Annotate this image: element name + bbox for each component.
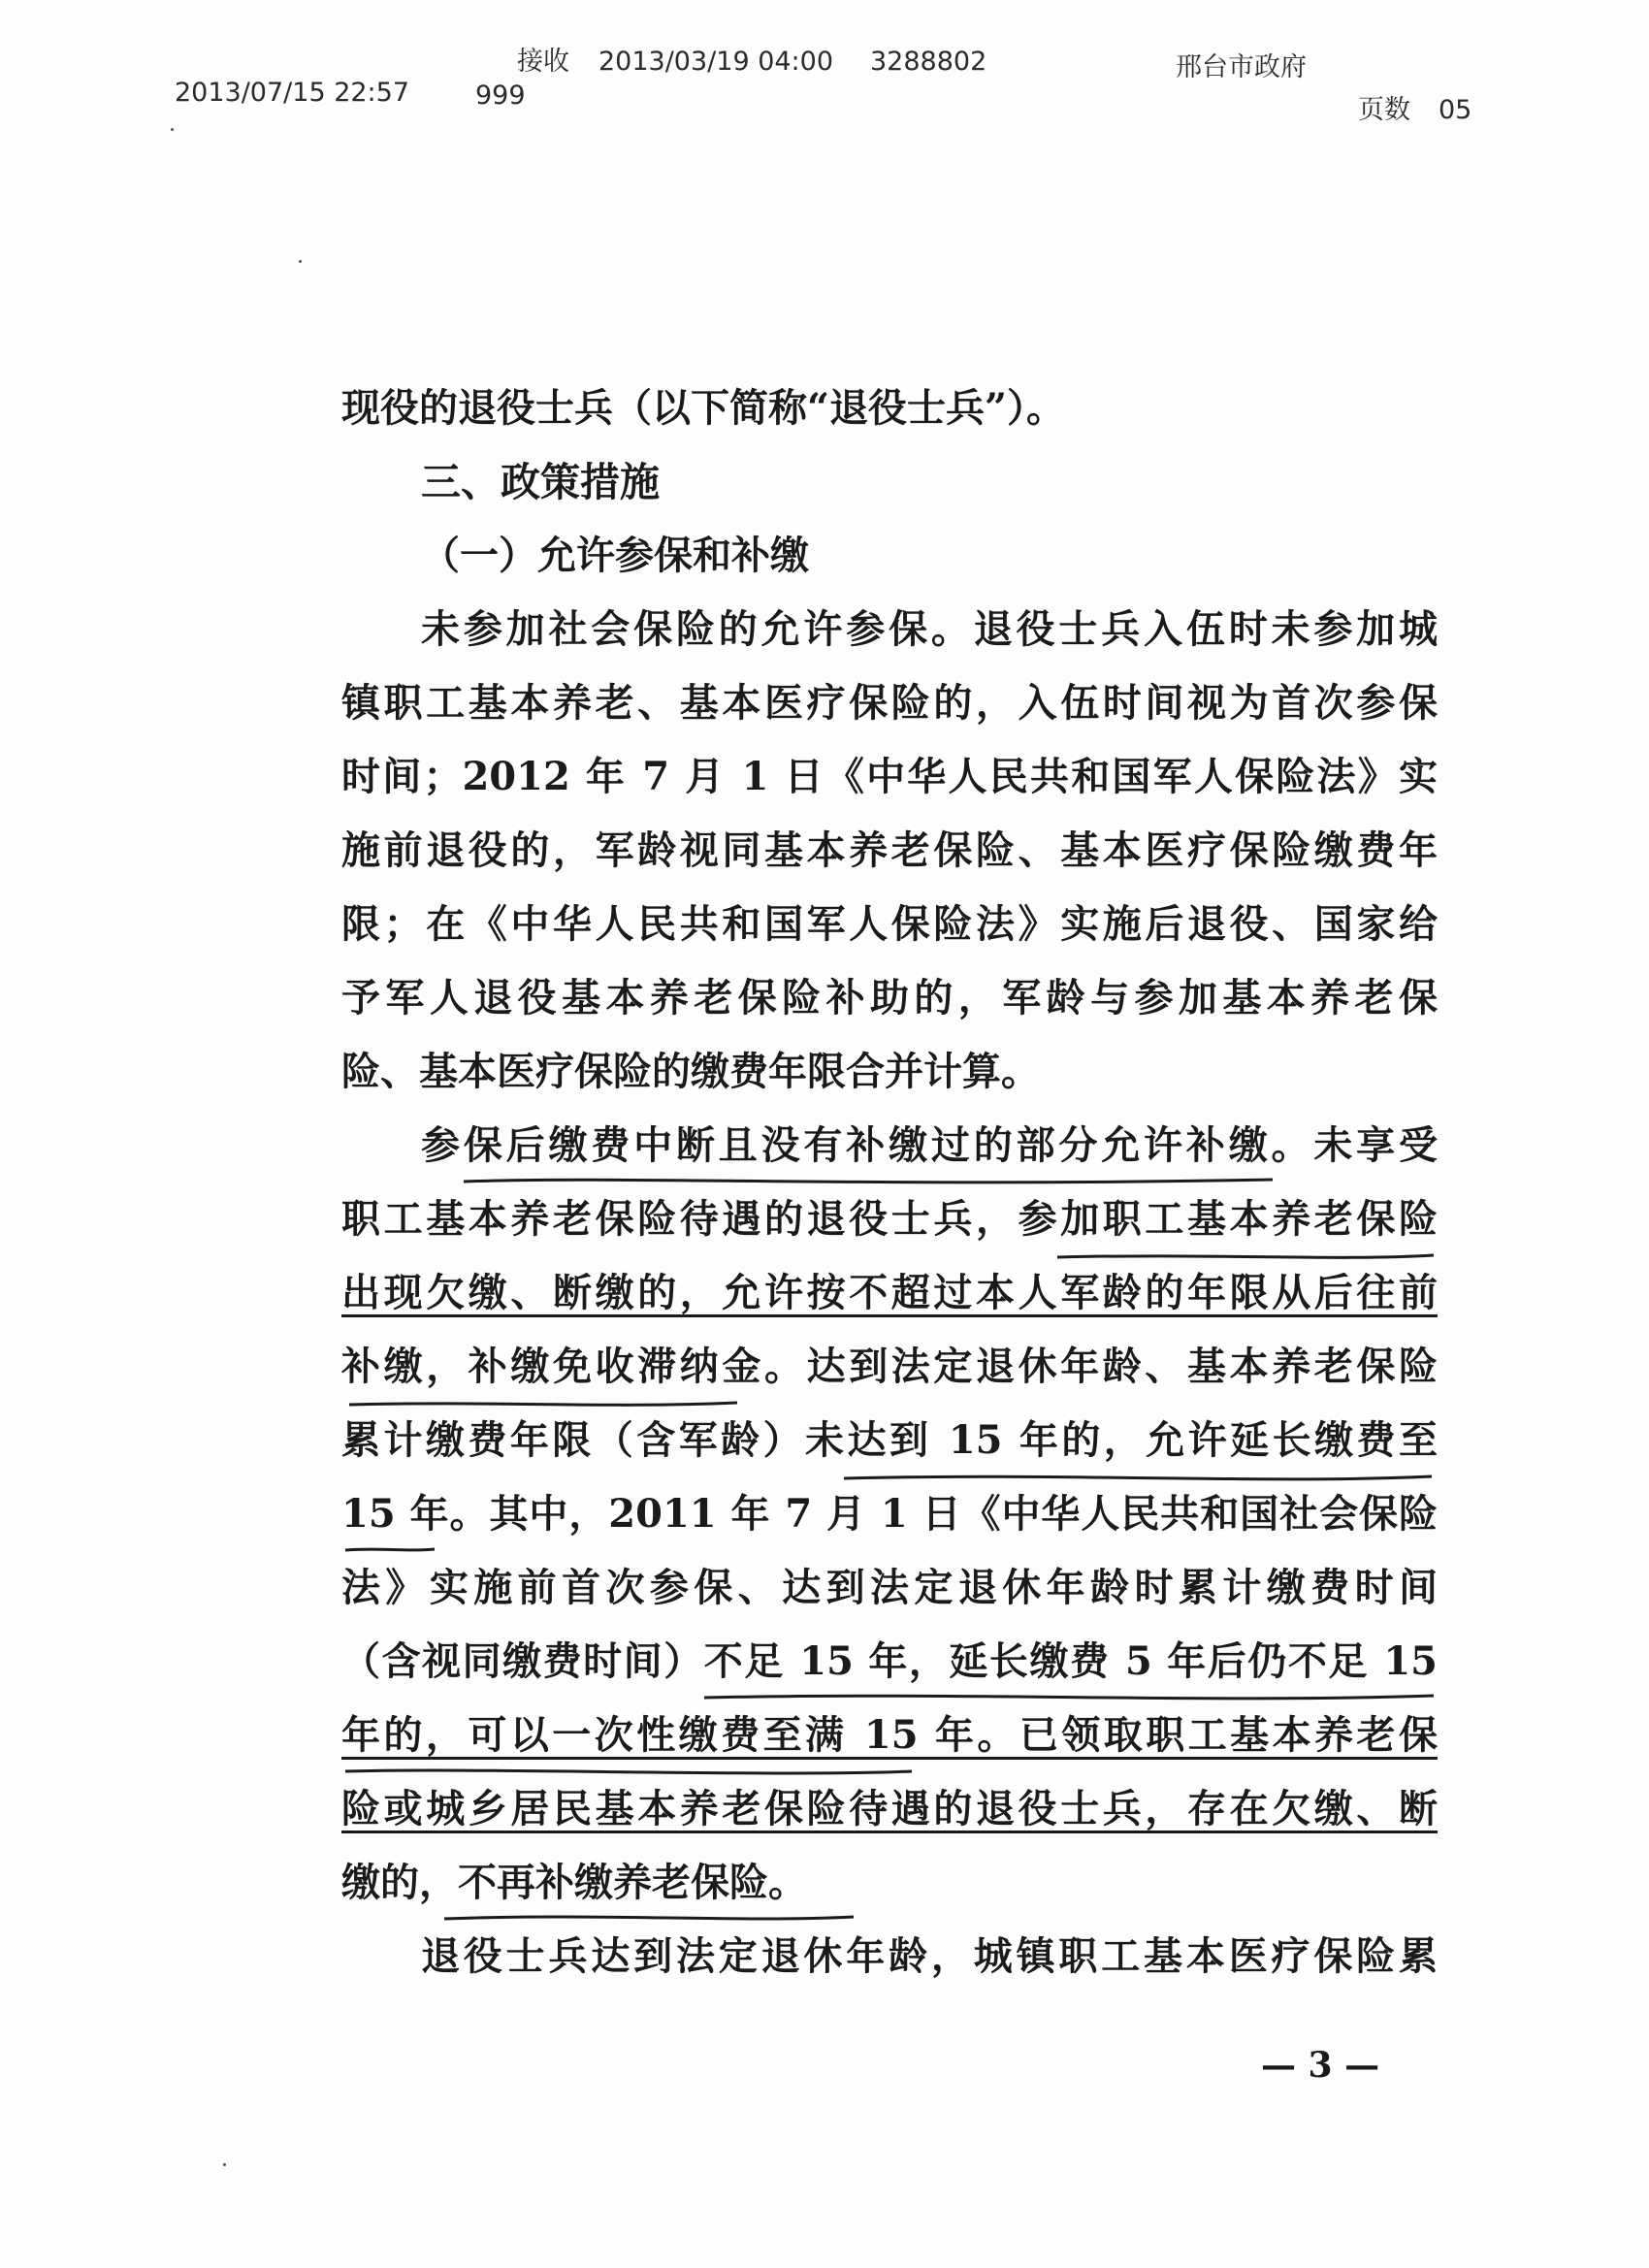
body-line: 施前退役的，军龄视同基本养老保险、基本医疗保险缴费年 [341,827,1438,873]
fax-page-count-value: 05 [1439,95,1472,125]
fax-receive-label: 接收 [517,47,569,77]
fax-receive-code: 3288802 [870,47,987,77]
body-line: 限；在《中华人民共和国军人保险法》实施后退役、国家给 [341,901,1438,947]
subsection-heading: （一）允许参保和补缴 [421,533,809,578]
document-body [341,372,1438,1993]
body-line: 现役的退役士兵（以下简称“退役士兵”）。 [341,385,1066,431]
body-line: （含视同缴费时间）不足 15 年，延长缴费 5 年后仍不足 15 [341,1638,1438,1684]
body-line-underlined: 参保后缴费中断且没有补缴过的部分允许补缴。未享受 [421,1122,1438,1168]
scan-speck [171,128,174,131]
fax-send-datetime: 2013/07/15 22:57 [175,78,410,108]
body-line: 予军人退役基本养老保险补助的，军龄与参加基本养老保 [341,975,1438,1021]
body-line: 职工基本养老保险待遇的退役士兵，参加职工基本养老保险 [341,1196,1438,1242]
body-line: 未参加社会保险的允许参保。退役士兵入伍时未参加城 [421,606,1438,652]
fax-page-count-label: 页数 [1358,95,1410,125]
fax-send-code: 999 [475,81,526,111]
body-line: 缴的，不再补缴养老保险。 [341,1860,807,1905]
body-line: 退役士兵达到法定退休年龄，城镇职工基本医疗保险累 [421,1933,1438,1979]
page-number: — 3 — [1261,2045,1380,2086]
body-line: 时间；2012 年 7 月 1 日《中华人民共和国军人保险法》实 [341,754,1438,799]
body-line: 累计缴费年限（含军龄）未达到 15 年的，允许延长缴费至 [341,1417,1438,1463]
body-line: 镇职工基本养老、基本医疗保险的，入伍时间视为首次参保 [341,680,1438,726]
body-line-underlined: 险或城乡居民基本养老保险待遇的退役士兵，存在欠缴、断 [341,1786,1438,1831]
scan-speck [299,260,302,263]
scan-speck [223,2163,226,2166]
fax-receive-datetime: 2013/03/19 04:00 [598,47,834,77]
body-line: 补缴，补缴免收滞纳金。达到法定退休年龄、基本养老保险 [341,1344,1438,1389]
body-line: 15 年。其中，2011 年 7 月 1 日《中华人民共和国社会保险 [341,1491,1438,1537]
body-line-underlined: 年的，可以一次性缴费至满 15 年。已领取职工基本养老保 [341,1712,1438,1758]
body-line: 法》实施前首次参保、达到法定退休年龄时累计缴费时间 [341,1565,1438,1610]
section-heading: 三、政策措施 [421,459,660,505]
body-line-underlined: 出现欠缴、断缴的，允许按不超过本人军龄的年限从后往前 [341,1270,1438,1315]
body-line: 险、基本医疗保险的缴费年限合并计算。 [341,1049,1040,1094]
fax-org: 邢台市政府 [1176,52,1307,82]
